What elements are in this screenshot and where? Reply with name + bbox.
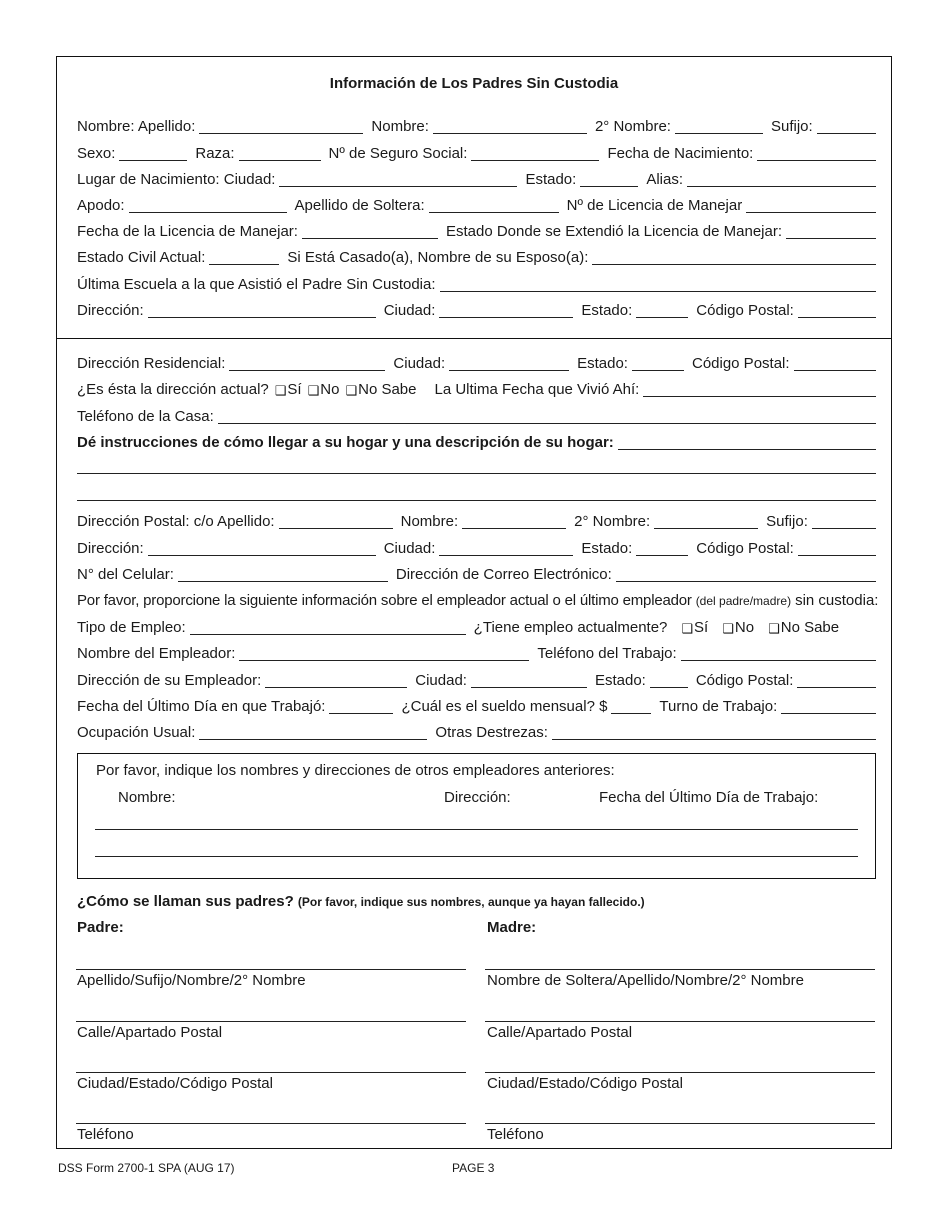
field-license-number[interactable]: [746, 198, 876, 213]
field-last-date-lived[interactable]: [643, 382, 876, 397]
label-directions: Dé instrucciones de cómo llegar a su hogar y una descripción de su hogar:: [77, 434, 614, 451]
field-birth-city[interactable]: [279, 172, 517, 187]
label-mailing-first-name: Nombre:: [400, 513, 459, 530]
field-ssn[interactable]: [471, 146, 599, 161]
field-employer-address[interactable]: [265, 673, 407, 688]
field-home-phone[interactable]: [218, 409, 876, 424]
father-name-line[interactable]: [76, 969, 466, 970]
father-phone-line[interactable]: [76, 1123, 466, 1124]
field-birth-date[interactable]: [757, 146, 876, 161]
label-cell-phone: N° del Celular:: [77, 566, 174, 583]
field-residential-address[interactable]: [229, 356, 385, 371]
field-last-work-day[interactable]: [329, 699, 393, 714]
directions-line-3[interactable]: [77, 500, 876, 501]
checkbox-icon[interactable]: ❑: [681, 621, 694, 636]
row-cell-email: [77, 564, 876, 584]
field-spouse-name[interactable]: [592, 250, 876, 265]
checkbox-icon[interactable]: ❑: [345, 383, 358, 398]
previous-employer-line-1[interactable]: [95, 829, 858, 830]
row-current-address: [77, 379, 876, 399]
label-maiden-name: Apellido de Soltera:: [294, 197, 425, 214]
father-city-line[interactable]: [76, 1072, 466, 1073]
field-residential-zip[interactable]: [794, 356, 876, 371]
field-first-name[interactable]: [433, 119, 587, 134]
label-email: Dirección de Correo Electrónico:: [395, 566, 612, 583]
field-employer-name[interactable]: [239, 646, 529, 661]
mother-street-line[interactable]: [485, 1021, 875, 1022]
label-employment-type: Tipo de Empleo:: [77, 619, 186, 636]
mother-city-line[interactable]: [485, 1072, 875, 1073]
row-birth-place: [77, 169, 876, 189]
field-mailing-state[interactable]: [636, 541, 688, 556]
field-email[interactable]: [616, 567, 876, 582]
mother-street-label: Calle/Apartado Postal: [487, 1024, 633, 1041]
row-employer-name: [77, 643, 876, 663]
father-street-line[interactable]: [76, 1021, 466, 1022]
label-last-work-day: Fecha del Último Día en que Trabajó:: [77, 698, 326, 715]
row-residential-address: [77, 353, 876, 373]
label-employer-zip: Código Postal:: [695, 672, 794, 689]
label-alias: Alias:: [646, 171, 684, 188]
field-mailing-zip[interactable]: [798, 541, 876, 556]
label-employer-name: Nombre del Empleador:: [77, 645, 236, 662]
label-ssn: Nº de Seguro Social:: [328, 145, 468, 162]
label-nickname: Apodo:: [77, 197, 125, 214]
row-sex: [77, 143, 876, 163]
previous-employer-line-2[interactable]: [95, 856, 858, 857]
label-mailing-state: Estado:: [581, 540, 633, 557]
field-directions[interactable]: [618, 435, 876, 450]
footer-page-number: PAGE 3: [452, 1161, 495, 1175]
field-nickname[interactable]: [129, 198, 287, 213]
mother-city-label: Ciudad/Estado/Código Postal: [487, 1075, 683, 1092]
field-employment-type[interactable]: [190, 620, 466, 635]
row-employer-address: [77, 670, 876, 690]
row-mailing-address: [77, 511, 876, 531]
label-mailing-zip: Código Postal:: [696, 540, 794, 557]
mother-phone-line[interactable]: [485, 1123, 875, 1124]
row-license-date: [77, 221, 876, 241]
row-last-school: [77, 274, 876, 294]
row-marital: [77, 247, 876, 267]
label-employer-intro: Por favor, proporcione la siguiente información sobre el empleador actual o el último empleador: [77, 592, 692, 609]
field-mailing-suffix[interactable]: [812, 514, 876, 529]
label-license-number: Nº de Licencia de Manejar: [566, 197, 743, 214]
label-birth-state: Estado:: [525, 171, 577, 188]
previous-employers-box: [77, 753, 876, 879]
label-birth-date: Fecha de Nacimiento:: [607, 145, 754, 162]
label-suffix: Sufijo:: [770, 118, 813, 135]
field-employer-zip[interactable]: [797, 673, 876, 688]
field-occupation[interactable]: [199, 725, 427, 740]
field-work-shift[interactable]: [781, 699, 876, 714]
field-mailing-first-name[interactable]: [462, 514, 566, 529]
checkbox-icon[interactable]: ❑: [722, 621, 734, 636]
field-school-state[interactable]: [636, 303, 688, 318]
row-occupation: [77, 722, 876, 742]
field-residential-state[interactable]: [632, 356, 684, 371]
field-work-phone[interactable]: [681, 646, 876, 661]
row-mailing-street: [77, 538, 876, 558]
field-license-state[interactable]: [786, 224, 876, 239]
field-mailing-street[interactable]: [148, 541, 376, 556]
field-other-skills[interactable]: [552, 725, 876, 740]
label-sex: Sexo:: [77, 145, 116, 162]
label-current-address-question: ¿Es ésta la dirección actual?: [77, 381, 269, 398]
label-residential-state: Estado:: [577, 355, 628, 372]
field-race[interactable]: [239, 146, 321, 161]
label-last-school: Última Escuela a la que Asistió el Padre Sin Custodia:: [77, 276, 436, 293]
directions-line-2[interactable]: [77, 473, 876, 474]
label-mailing-city: Ciudad:: [383, 540, 436, 557]
field-suffix[interactable]: [817, 119, 876, 134]
option-employed-unknown: No Sabe: [780, 619, 840, 636]
field-birth-state[interactable]: [580, 172, 638, 187]
parents-question-note: (Por favor, indique sus nombres, aunque ya hayan fallecido.): [297, 895, 645, 909]
label-employer-state: Estado:: [594, 672, 646, 689]
label-last-name: Nombre: Apellido:: [77, 118, 196, 135]
label-work-phone: Teléfono del Trabajo:: [537, 645, 677, 662]
label-middle-name: 2° Nombre:: [594, 118, 671, 135]
label-work-shift: Turno de Trabajo:: [659, 698, 778, 715]
label-residential-address: Dirección Residencial:: [77, 355, 226, 372]
parents-question-text: ¿Cómo se llaman sus padres?: [77, 893, 294, 910]
row-employer-intro: [77, 590, 879, 610]
label-mailing-suffix: Sufijo:: [766, 513, 808, 530]
label-employer-city: Ciudad:: [415, 672, 467, 689]
field-residential-city[interactable]: [449, 356, 569, 371]
label-license-state: Estado Donde se Extendió la Licencia de Manejar:: [445, 223, 783, 240]
label-license-date: Fecha de la Licencia de Manejar:: [77, 223, 298, 240]
label-home-phone: Teléfono de la Casa:: [77, 408, 214, 425]
section-divider: [57, 338, 891, 339]
field-maiden-name[interactable]: [429, 198, 559, 213]
father-street-label: Calle/Apartado Postal: [77, 1024, 223, 1041]
mother-phone-label: Teléfono: [487, 1126, 544, 1143]
father-name-label: Apellido/Sufijo/Nombre/2° Nombre: [77, 972, 306, 989]
label-spouse-name: Si Está Casado(a), Nombre de su Esposo(a):: [287, 249, 589, 266]
label-mailing-street: Dirección:: [77, 540, 144, 557]
label-last-date-lived: La Ultima Fecha que Vivió Ahí:: [434, 381, 640, 398]
field-mailing-last-name[interactable]: [279, 514, 393, 529]
field-last-school[interactable]: [440, 277, 876, 292]
label-residential-city: Ciudad:: [393, 355, 446, 372]
previous-employers-intro: Por favor, indique los nombres y direcciones de otros empleadores anteriores:: [96, 762, 615, 779]
field-alias[interactable]: [687, 172, 876, 187]
label-race: Raza:: [195, 145, 235, 162]
label-first-name: Nombre:: [371, 118, 429, 135]
father-phone-label: Teléfono: [77, 1126, 134, 1143]
label-employer-intro-note: (del padre/madre): [695, 594, 792, 608]
option-no: No: [320, 381, 340, 398]
label-school-state: Estado:: [581, 302, 633, 319]
row-home-phone: [77, 406, 876, 426]
option-unknown: No Sabe: [358, 381, 417, 398]
field-license-date[interactable]: [302, 224, 438, 239]
mother-heading: Madre:: [487, 919, 537, 936]
label-other-skills: Otras Destrezas:: [435, 724, 548, 741]
field-school-zip[interactable]: [798, 303, 876, 318]
field-employer-city[interactable]: [471, 673, 587, 688]
checkbox-icon[interactable]: ❑: [307, 383, 320, 398]
row-nickname: [77, 195, 876, 215]
row-last-work-day: [77, 696, 876, 716]
field-school-city[interactable]: [439, 303, 573, 318]
label-birth-city: Lugar de Nacimiento: Ciudad:: [77, 171, 276, 188]
row-name: [77, 116, 876, 136]
footer-form-id: DSS Form 2700-1 SPA (AUG 17): [58, 1161, 235, 1175]
label-school-zip: Código Postal:: [696, 302, 794, 319]
label-mailing-last-name: Dirección Postal: c/o Apellido:: [77, 513, 275, 530]
father-heading: Padre:: [77, 919, 124, 936]
label-employer-address: Dirección de su Empleador:: [77, 672, 262, 689]
field-middle-name[interactable]: [675, 119, 763, 134]
field-marital-status[interactable]: [209, 250, 279, 265]
previous-employers-col-date: Fecha del Último Día de Trabajo:: [599, 789, 819, 806]
option-employed-no: No: [734, 619, 755, 636]
form-box: [56, 56, 892, 1149]
label-school-address: Dirección:: [77, 302, 144, 319]
field-sex[interactable]: [119, 146, 187, 161]
label-monthly-salary: ¿Cuál es el sueldo mensual? $: [401, 698, 608, 715]
option-yes: Sí: [287, 381, 302, 398]
label-mailing-middle-name: 2° Nombre:: [574, 513, 651, 530]
label-employer-intro-end: sin custodia:: [795, 592, 879, 609]
field-monthly-salary[interactable]: [611, 699, 651, 714]
row-school-address: [77, 300, 876, 320]
checkbox-icon[interactable]: ❑: [274, 383, 287, 398]
mother-name-label: Nombre de Soltera/Apellido/Nombre/2° Nombre: [487, 972, 804, 989]
field-mailing-middle-name[interactable]: [654, 514, 758, 529]
checkbox-icon[interactable]: ❑: [768, 621, 780, 636]
field-employer-state[interactable]: [650, 673, 688, 688]
mother-name-line[interactable]: [485, 969, 875, 970]
label-occupation: Ocupación Usual:: [77, 724, 196, 741]
label-school-city: Ciudad:: [383, 302, 436, 319]
field-mailing-city[interactable]: [439, 541, 573, 556]
previous-employers-col-address: Dirección:: [444, 789, 511, 806]
label-currently-employed: ¿Tiene empleo actualmente?: [473, 619, 668, 636]
row-directions: [77, 432, 876, 452]
field-school-address[interactable]: [148, 303, 376, 318]
father-city-label: Ciudad/Estado/Código Postal: [77, 1075, 273, 1092]
previous-employers-col-name: Nombre:: [118, 789, 176, 806]
label-marital-status: Estado Civil Actual:: [77, 249, 206, 266]
form-title: Información de Los Padres Sin Custodia: [329, 75, 619, 92]
label-residential-zip: Código Postal:: [691, 355, 790, 372]
field-cell-phone[interactable]: [178, 567, 388, 582]
option-employed-yes: Sí: [694, 619, 709, 636]
field-last-name[interactable]: [199, 119, 363, 134]
parents-question: [77, 893, 645, 910]
row-employment-type: [77, 617, 876, 637]
